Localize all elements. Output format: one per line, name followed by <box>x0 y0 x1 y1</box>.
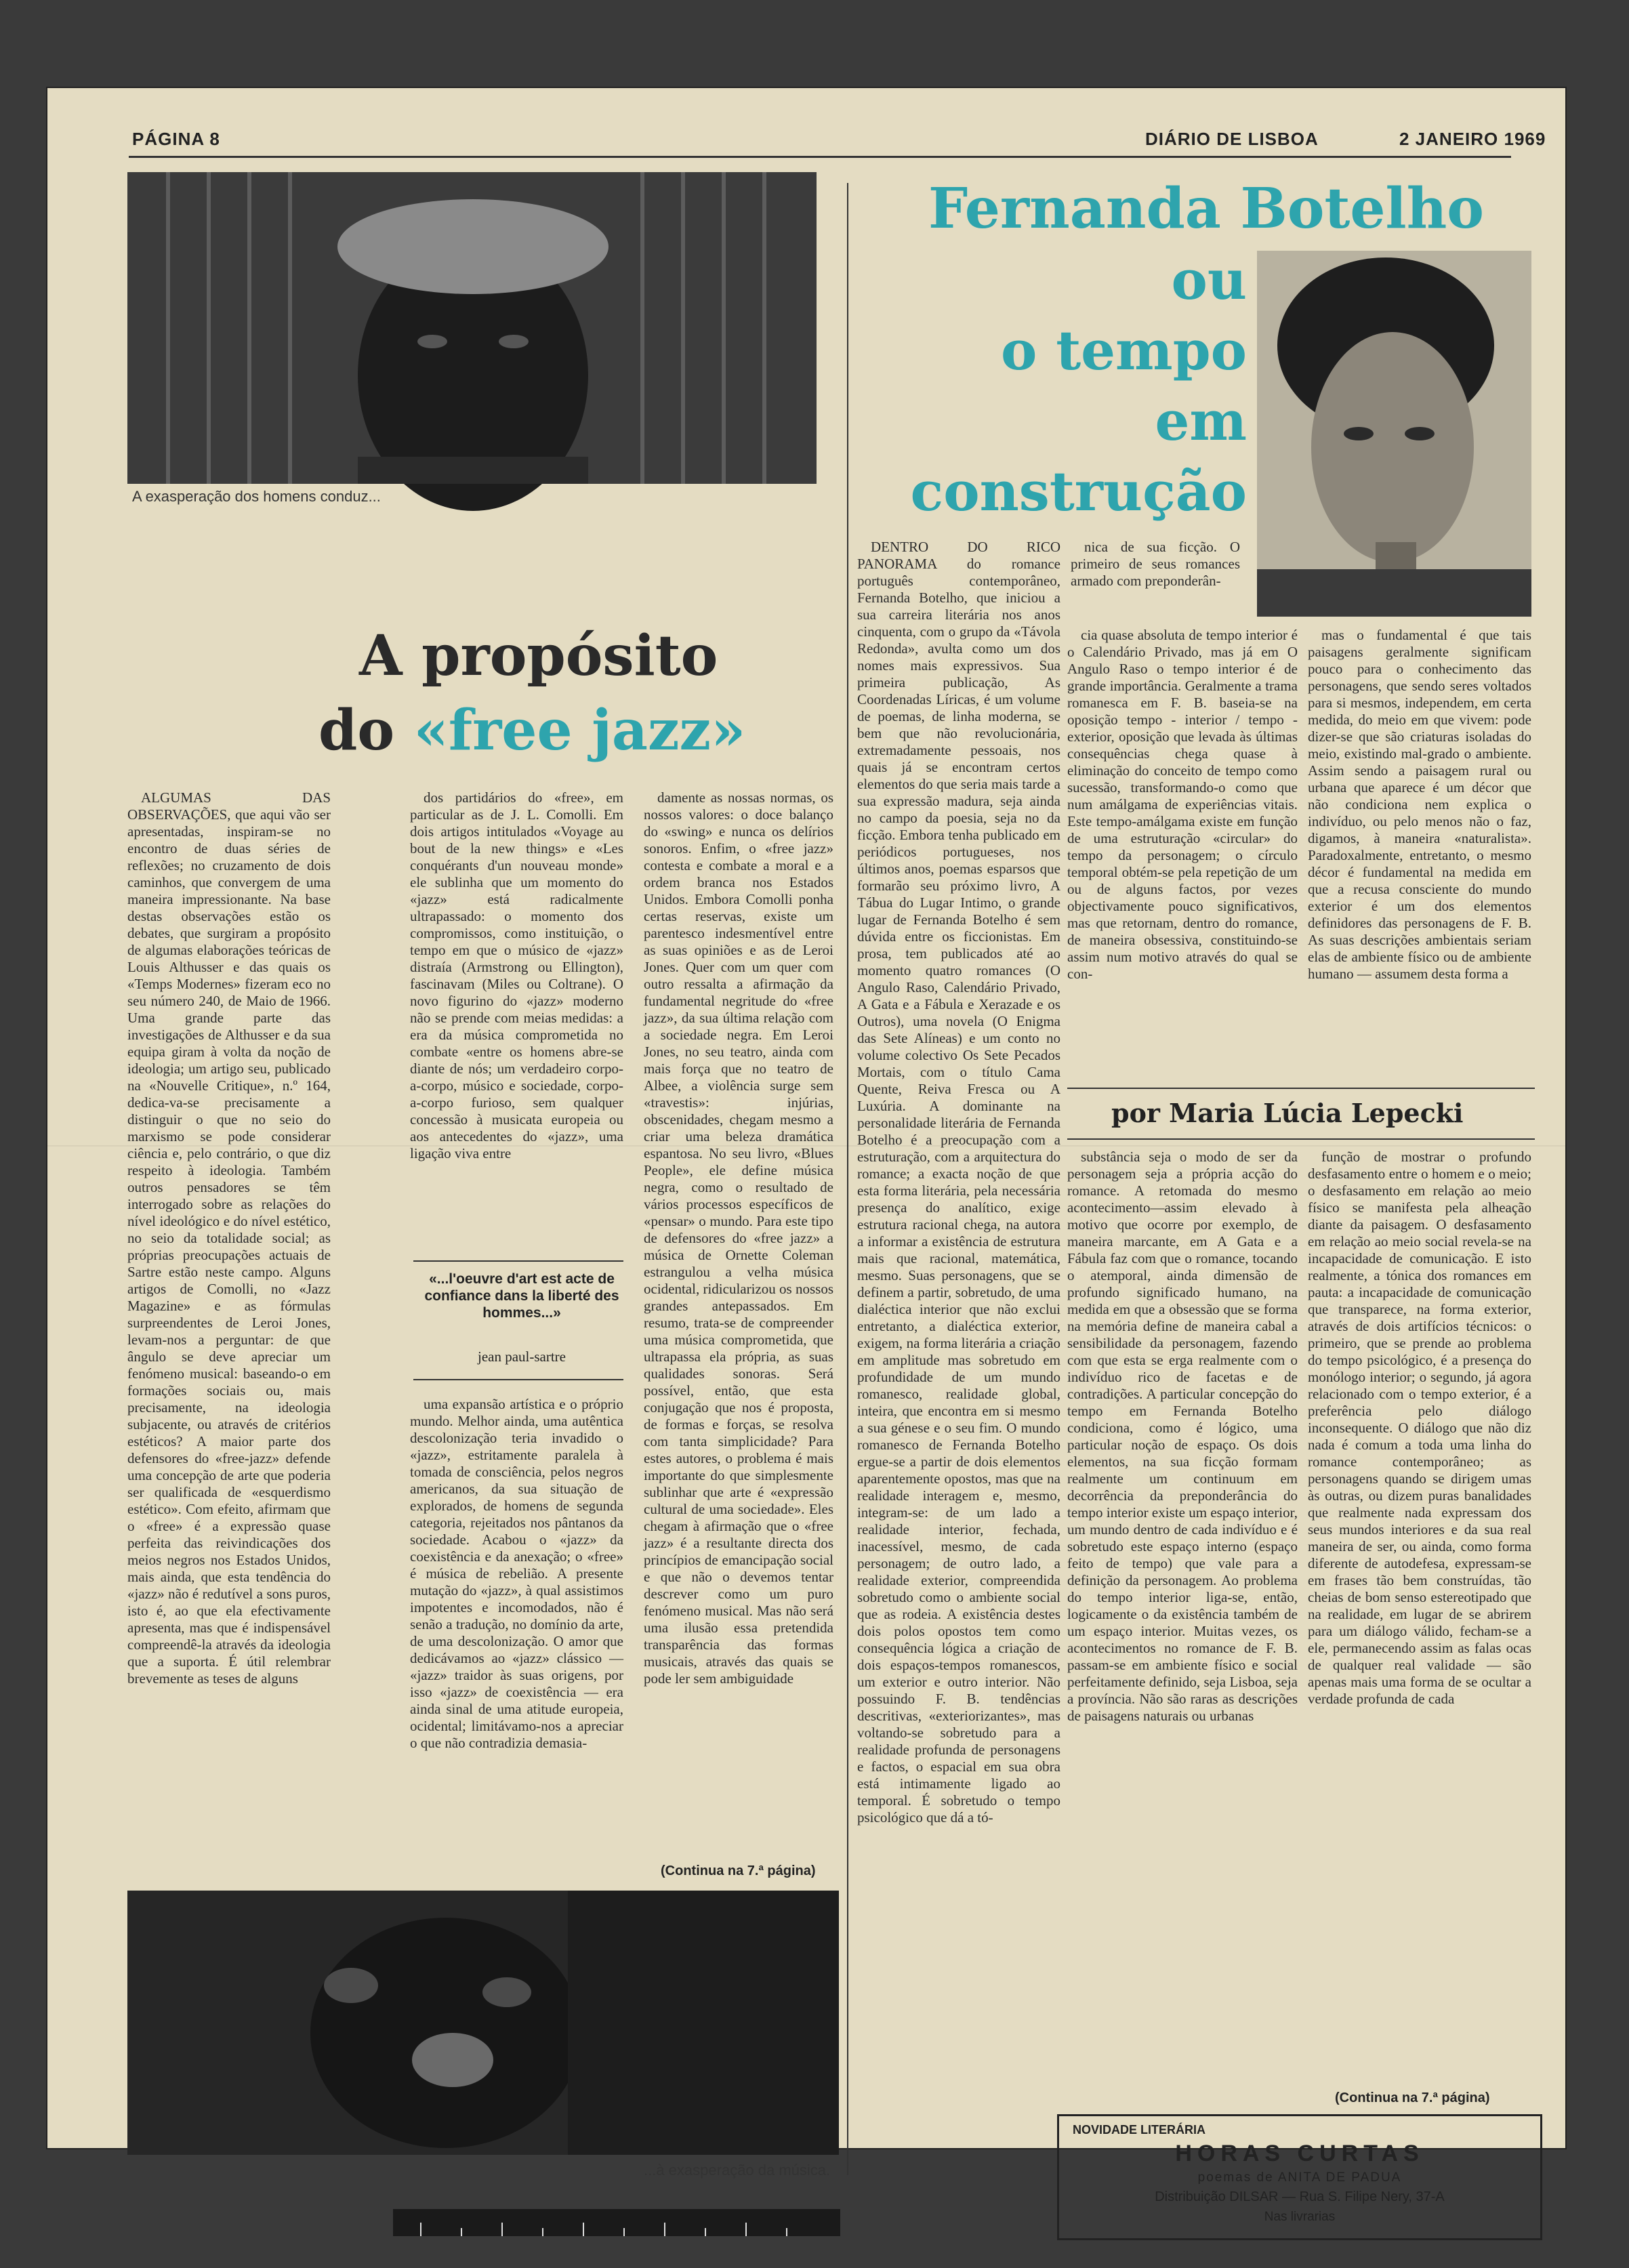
ad-title: HORAS CURTAS <box>1175 2141 1424 2166</box>
ad-tag: NOVIDADE LITERÁRIA <box>1073 2123 1206 2137</box>
page-number: PÁGINA 8 <box>132 129 220 149</box>
byline-rule-bottom <box>1067 1138 1535 1140</box>
article-right-column-2-top <box>1071 539 1240 623</box>
photo-top-caption: A exasperação dos homens conduz... <box>132 488 381 505</box>
headline-line2-accent: «free jazz» <box>413 698 746 763</box>
article-left-column-2a <box>410 789 623 1257</box>
article-right-column-4-text: substância seja o modo de ser da personagem seja a própria acção do romance. A retomada do mesmo acontecimento—assim elevado à motivo que ocorre por exemplo, de maneira marcante, em A Gata e a Fábula faz com que o romance, tocando o atemporal, ainda dimensão de profundo significado humano, na medida em que a obsessão que se forma na memória define de maneira cabal a sensibilidade da personagem, fazendo com que esta se erga realmente com o indivíduo rico de facetas e de contradições. A particular concepção do tempo em Fernanda Botelho condiciona, como é lógico, uma particular noção de espaço. Os dois elementos, na sua ficção formam realmente um continuum em decorrência da preponderância do tempo interior existe um espaço interior, um mundo dentro de cada indivíduo e é sobretudo este espaço interno (espaço feito de tempo) que vale para a definição da personagem. Ao problema do tempo interior liga-se, então, logicamente o da existência também de um espaço interior. Muitas vezes, os acontecimentos no romance de F. B. passam-se em ambiente físico e social perfeitamente definido, seja Lisboa, seja a província. Não são raras as descrições de paisagens naturais ou urbanas <box>1067 1149 1298 1724</box>
headline-line1: A propósito <box>359 623 718 688</box>
article-left-column-3-text: damente as nossas normas, os nossos valores: o doce balanço do «swing» e nunca os delírios sonoros. Enfim, o «free jazz» contesta e combate a moral e a ordem branca nos Estados Unidos. Embora Comolli ponha certas reservas, existe um parentesco indesmentível entre as suas opiniões e as de Leroi Jones. Quer com um quer com outro ressalta a afirmação da fundamental negritude do «free jazz», da sua última relação com a sociedade negra. Em Leroi Jones, no seu teatro, ainda com mais força que no teatro de Albee, a violência surge sem «travestis»: injúrias, obscenidades, chegam mesmo a criar uma beleza dramática espantosa. No seu livro, «Blues People», ele define música negra, como o resultado de vários processos específicos de «pensar» o mundo. Para este tipo de defensores do «free jazz» a música de Ornette Coleman estrangulou a velha música ocidental, ridicularizou os nossos grandes antepassados. Em resumo, trata-se de compreender uma música comprometida, que ultrapassa ela própria, as suas qualidades sonoras. Será possível, então, que esta conjugação que nos é proposta, de formas e forças, se resolva com tanta simplicidade? Para estes autores, o problema é mais importante do que simplesmente sublinhar que arte é «expressão cultural de uma sociedade». Eles chegam à afirmação que o «free jazz» é a resultante directa dos princípios de emancipação social e que não o devemos tentar descrever como um puro fenómeno musical. Mas não será uma ilusão essa pretendida transparência das formas musicais, através das quais se pode ler sem ambiguidade <box>644 789 833 1687</box>
newspaper-page <box>47 88 1565 2224</box>
article-left-column-1-text: ALGUMAS DAS OBSERVAÇÕES, que aqui vão ser apresentadas, inspiram-se no encontro de duas séries de reflexões; no cruzamento de dois caminhos, que convergem de uma maneira impressionante. Na base destas observações estão os debates, que surgiram a propósito de algumas elaborações teóricas de Louis Althusser e das quais os «Temps Modernes» fizeram eco no seu número 240, de Maio de 1966. Uma grande parte das investigações de Althusser e da sua equipa giram à volta da noção de ideologia; um artigo seu, publicado na «Nouvelle Critique», n.º 164, dedica-va-se precisamente a distinguir o que no seio do marxismo se pode considerar ciência e, pelo contrário, o que diz respeito à ideologia. Também outros pensadores se têm interrogado sobre as relações do nível ideológico e do nível estético, no seio da totalidade social; as próprias preocupações actuais de Sartre estão neste campo. Alguns artigos de Comolli, no «Jazz Magazine» e as fórmulas surpreendentes de Leroi Jones, levam-nos a perguntar: de que ângulo se deve apreciar um fenómeno musical: baseando-o em formações sociais ou, mais precisamente, na ideologia subjacente, ou através de critérios estéticos? A maior parte dos defensores do «free-jazz» defende uma concepção de arte que poderia ser qualificada de «esquerdismo estético». Com efeito, afirmam que o «free» é a expressão quase perfeita das reivindicações dos meios negros nos Estados Unidos, mais ainda, que esta tendência do «jazz» não é redutível a sons puros, isto é, ao que ela efectivamente apresenta, mas que é indispensável compreendê-la através da ideologia que a suporta. É útil relembrar brevemente as teses de alguns <box>127 789 331 1687</box>
article-right-column-3-text: mas o fundamental é que tais paisagens geralmente significam pouco para o conhecimento das personagens, que sendo seres voltados para si mesmos, independem, em certa medida, do meio em que vivem: pode dizer-se que são criaturas isoladas do meio, existindo mal-grado o ambiente. Assim sendo a paisagem rural ou urbana que aparece é um décor que não condiciona nem explica o indivíduo, ou pelo menos não o faz, digamos, à maneira «naturalista». Paradoxalmente, entretanto, o mesmo décor é fundamental na medida em que a recusa consciente do mundo exterior é um dos elementos definidores das personagens de F. B. As suas descrições ambientais seriam elas de ambiente físico ou de ambiente humano — assumem desta forma a <box>1308 627 1531 982</box>
headline-right-line2: ou <box>1171 248 1247 312</box>
quote-author: jean paul-sartre <box>477 1348 566 1365</box>
article-right-column-1 <box>857 539 1060 2165</box>
article-right-column-1-text: DENTRO DO RICO PANORAMA do romance português contemporâneo, Fernanda Botelho, que iniciou a sua carreira literária nos anos cinquenta, com o grupo da «Távola Redonda», avulta como um dos nomes mais expressivos. Sua primeira publicação, As Coordenadas Líricas, é um volume de poemas, de linha moderna, se bem que não revolucionária, extremadamente pessoais, nos quais já se encontram certos elementos do que seria mais tarde a sua expressão madura, seja ainda no campo da poesia, seja no da ficção. Embora tenha publicado em periódicos portugueses, nos últimos anos, poemas esparsos que formarão seu próximo livro, A Tábua do Lugar Intimo, o grande lugar de Fernanda Botelho é sem dúvida entre os ficcionistas. Em prosa, tem publicados até ao momento quatro romances (O Angulo Raso, Calendário Privado, A Gata e a Fábula e Xerazade e os Outros), uma novela (O Enigma das Sete Alíneas) e um conto no volume colectivo Os Sete Pecados Mortais, com o título Cama Quente, Reiva Fresca ou A Luxúria. A dominante na personalidade literária de Fernanda Botelho é a preocupação com a estruturação, com a arquitectura do romance; a exacta noção de que esta forma literária, pela necessária presença do analítico, exige estrutura racional chega, na autora a informar a existência de estrutura mais que racional, matemática, mesmo. Suas personagens, que se definem a partir, sobretudo, de uma dialéctica interior que não exclui entretanto, a dialéctica exterior, exigem, na forma literária a criação em amplitude mas sobretudo em profundidade de um mundo romanesco, realidade global, inteira, que encontra em si mesmo a sua génese e o seu fim. O mundo romanesco de Fernanda Botelho ergue-se a partir de dois elementos aparentemente opostos, mas que na realidade interagem e, mesmo, integram-se: de um lado a realidade interior, fechada, inacessível, mesmo, de cada personagem; de outro lado, a realidade exterior, compreendida sobretudo como o ambiente social que as rodeia. A existência destes dois polos opostos tem como consequência lógica a criação de dois espaços-tempos romanescos, um exterior e outro interior. Não possuindo F. B. tendências descritivas, «exteriorizantes», mas voltando-se sobretudo para a realidade profunda de personagens e factos, o espacial em sua obra está intimamente ligado ao temporal. É sobretudo o tempo psicológico que dá a tó- <box>857 539 1060 1826</box>
article-left-column-1 <box>127 789 331 1867</box>
article-right-column-4 <box>1067 1149 1298 2087</box>
photo-musician <box>127 1891 839 2155</box>
quote-rule-top <box>413 1260 623 1262</box>
article-right-column-2 <box>1067 627 1298 1077</box>
quote-rule-bottom <box>413 1379 623 1380</box>
headline-right-line3: o tempo <box>1000 318 1247 382</box>
book-advertisement <box>1057 2114 1542 2240</box>
ad-bookshops: Nas livrarias <box>1264 2210 1336 2224</box>
headline-right-line5: construção <box>910 459 1247 523</box>
photo-man-portrait <box>127 172 817 484</box>
article-right-column-5 <box>1308 1149 1531 2087</box>
article-left-column-3 <box>644 789 833 1863</box>
headline-line2-prefix: do <box>318 698 414 763</box>
headline-right-line4: em <box>1155 389 1247 453</box>
article-right-column-3 <box>1308 627 1531 1077</box>
sartre-quote: «...l'oeuvre d'art est acte de confiance dans la liberté des hommes...» <box>424 1271 619 1321</box>
headline-right-line1: Fernanda Botelho <box>928 176 1484 241</box>
byline: por Maria Lúcia Lepecki <box>1111 1098 1464 1128</box>
article-right-column-5-text: função de mostrar o profundo desfasamento entre o homem e o meio; o desfasamento em relação ao meio físico se manifesta pela alheação diante da paisagem. O desfasamento em relação ao meio social revela-se na incapacidade de comunicação. E isto realmente, a tónica dos romances em pauta: a incapacidade de comunicação que transparece, na forma exterior, através de dois artifícios técnicos: o primeiro, que se prende ao problema do tempo psicológico, é a presença do monólogo interior; o segundo, já agora relacionado com o tempo exterior, é a preferência pelo diálogo inconsequente. O diálogo que não diz nada é comum a toda uma linha do romance contemporâneo; as personagens quando se dirigem umas às outras, ou dizem puras banalidades que realmente nada expressam dos seus mundos interiores e da sua real maneira de ser, ou ainda, como forma diferente de autodefesa, expressam-se em frases tão bem construídas, tão cheias de bom senso estereotipado que na realidade, em lugar de se abrirem para um diálogo válido, fecham-se a ele, permanecendo assim as falas ocas de qualquer real validade — são apenas mais uma forma de se ocultar a verdade profunda de cada <box>1308 1149 1531 1707</box>
column-divider <box>847 183 848 2175</box>
photo-bottom-caption: ...à exasperação da música. <box>644 2162 831 2179</box>
newspaper-name: DIÁRIO DE LISBOA <box>1145 129 1319 149</box>
photo-fernanda-botelho <box>1257 251 1531 617</box>
article-left-column-2b <box>410 1396 623 1863</box>
issue-date: 2 JANEIRO 1969 <box>1399 129 1546 149</box>
left-continued: (Continua na 7.ª página) <box>661 1863 816 1878</box>
ad-subtitle: poemas de ANITA DE PADUA <box>1197 2170 1402 2185</box>
article-left-column-2b-text: uma expansão artística e o próprio mundo. Melhor ainda, uma autêntica descolonização teria invadido o «jazz», estritamente paralela à tomada de consciência, pelos negros americanos, da sua situação de explorados, de homens de segunda categoria, rejeitados nos pântanos da sociedade. Acabou o «jazz» da coexistência e da anexação; o «free» é música de rebelião. A presente mutação do «jazz», à qual assistimos impotentes e incomodados, não é senão a tradução, no domínio da arte, de uma descolonização. O amor que dedicávamos ao «jazz» clássico — «jazz» traidor às suas origens, por isso «jazz» de coexistência — era ainda sinal de uma atitude europeia, ocidental; limitávamo-nos a apreciar o que não contradizia demasia- <box>410 1396 623 1751</box>
article-right-column-2-top-text: nica de sua ficção. O primeiro de seus romances armado com preponderân- <box>1071 539 1240 589</box>
article-right-column-2-text: cia quase absoluta de tempo interior é o Calendário Privado, mas já em O Angulo Raso o tempo interior é de grande importância. Geralmente a trama romanesca em F. B. baseia-se na oposição tempo - interior / tempo - exterior, oposição que levada às últimas consequências chega quase à eliminação do conceito de tempo como sucessão, transformando-o como que num amálgama de experiências vitais. Este tempo-amálgama existe em função de uma estruturação «circular» do tempo da personagem; o círculo temporal obtém-se pela repetição de um ou de alguns factos, por vezes objectivamente pouco significativos, mas que retornam, dentro do romance, de maneira obsessiva, constituindo-se assim num motivo através do qual se con- <box>1067 627 1298 982</box>
article-left-column-2a-text: dos partidários do «free», em particular as de J. L. Comolli. Em dois artigos intitulados «Voyage au bout de la new things» e «Les conquérants d'un nouveau monde» ele sublinha que um momento do «jazz» está radicalmente ultrapassado: o momento dos compromissos, como instituição, o tempo em que o músico de «jazz» distraía (Armstrong ou Ellington), fascinavam (Miles ou Coltrane). O novo figurino do «jazz» moderno não se prende com meias medidas: a era da música comprometida no combate «entre os homens abre-se diante de nós; um verdadeiro corpo-a-corpo, músico e sociedade, corpo-a-corpo furioso, sem qualquer concessão à musicata europeia ou aos antecedentes do «jazz», uma ligação viva entre <box>410 789 623 1161</box>
ad-distribution: Distribuição DILSAR — Rua S. Filipe Nery, 37-A <box>1155 2189 1445 2204</box>
header-rule <box>129 156 1511 158</box>
right-continued: (Continua na 7.ª página) <box>1335 2090 1490 2105</box>
byline-rule-top <box>1067 1088 1535 1089</box>
headline-line2 <box>318 698 745 763</box>
measurement-ruler <box>393 2209 840 2236</box>
